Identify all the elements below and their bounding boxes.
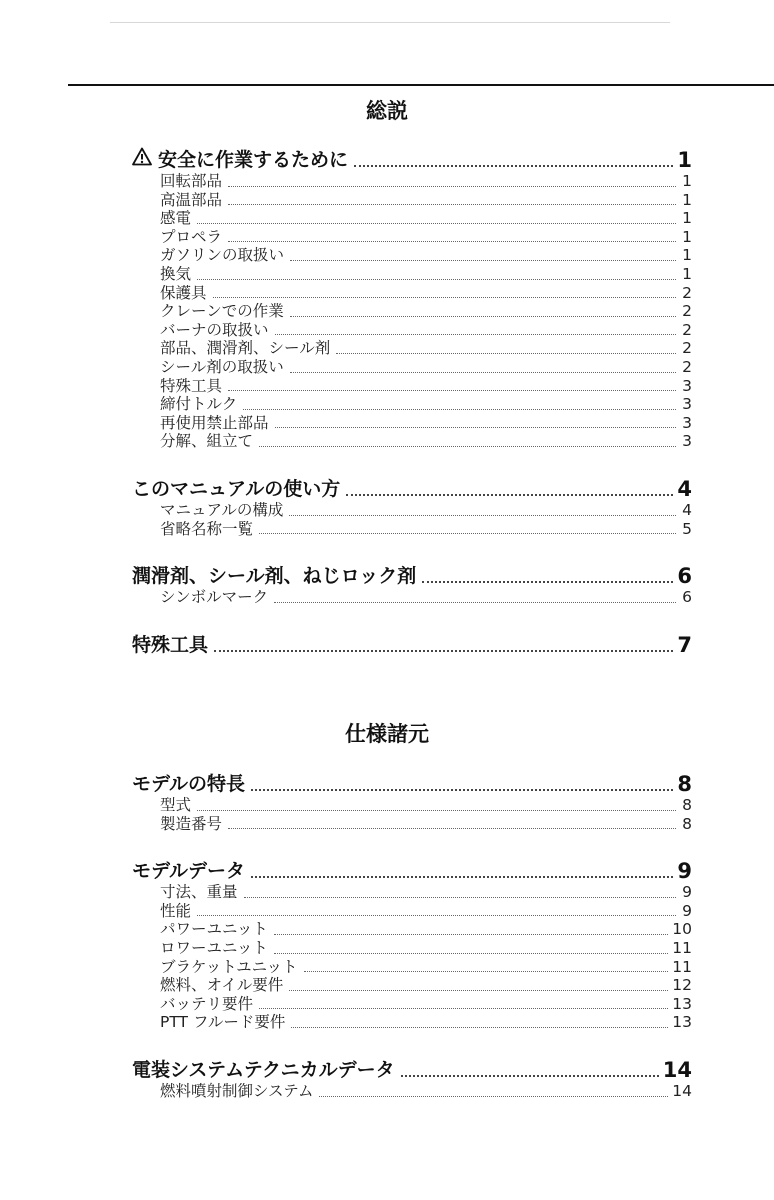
toc-subentry-label: 換気 (160, 264, 192, 283)
toc-subentry[interactable] (132, 358, 692, 377)
toc-subentry[interactable] (132, 246, 692, 265)
toc-subentry-page: 5 (682, 519, 692, 538)
toc-subentry[interactable] (132, 902, 692, 921)
toc-subentry[interactable] (132, 432, 692, 451)
toc-subentry-page: 3 (682, 376, 692, 395)
section-heading-overview: 総説 (366, 99, 408, 123)
toc-specifications (132, 772, 692, 1101)
leader-dots (228, 390, 676, 391)
toc-entry-electrical-data[interactable] (132, 1058, 692, 1082)
leader-dots (289, 515, 676, 516)
toc-subentry-page: 2 (682, 357, 692, 376)
leader-dots (319, 1096, 668, 1097)
toc-entry-model-features[interactable] (132, 772, 692, 796)
leader-dots (289, 990, 668, 991)
toc-subentry-page: 1 (682, 209, 692, 228)
toc-subentry-page: 3 (682, 432, 692, 451)
toc-entry-page: 14 (662, 1057, 692, 1082)
toc-subentry[interactable] (132, 501, 692, 520)
toc-subentry-label: シール剤の取扱い (160, 357, 284, 376)
toc-subentry-label: マニュアルの構成 (160, 500, 284, 519)
toc-subentry-label: 省略名称一覧 (160, 519, 254, 538)
toc-subentry[interactable] (132, 920, 692, 939)
leader-dots (354, 165, 673, 167)
toc-subentry-page: 1 (682, 264, 692, 283)
toc-subentry-page: 6 (682, 588, 692, 607)
leader-dots (259, 446, 676, 447)
warning-triangle-icon (132, 147, 152, 172)
toc-subentry[interactable] (132, 395, 692, 414)
toc-subentry-label: シンボルマーク (160, 588, 269, 607)
leader-dots (274, 953, 668, 954)
leader-dots (275, 427, 676, 428)
toc-subentry-page: 14 (672, 1081, 692, 1100)
toc-subentry-page: 12 (672, 976, 692, 995)
toc-subentry-label: 締付トルク (160, 395, 238, 414)
toc-subentry[interactable] (132, 588, 692, 607)
toc-subentry[interactable] (132, 302, 692, 321)
toc-subentry-page: 1 (682, 172, 692, 190)
toc-entry-title: 安全に作業するために (158, 149, 349, 171)
toc-subentry-page: 2 (682, 283, 692, 302)
leader-dots (213, 297, 676, 298)
toc-subentry[interactable] (132, 815, 692, 834)
toc-subentry-page: 2 (682, 302, 692, 321)
leader-dots (228, 204, 676, 205)
leader-dots (243, 409, 676, 410)
leader-dots (291, 1027, 668, 1028)
toc-subentry-page: 1 (682, 190, 692, 209)
toc-subentry-page: 9 (682, 901, 692, 920)
toc-subentry-label: PTT フルード要件 (160, 1013, 286, 1032)
toc-entry-title: モデルの特長 (132, 773, 246, 795)
leader-dots (197, 915, 676, 916)
toc-subentry[interactable] (132, 265, 692, 284)
toc-subentry[interactable] (132, 172, 692, 191)
toc-entry-page: 7 (677, 632, 692, 657)
leader-dots (290, 316, 676, 317)
toc-subentry-label: 寸法、重量 (160, 883, 238, 902)
leader-dots (251, 876, 673, 878)
toc-entry-lubricants[interactable] (132, 564, 692, 588)
toc-subentry[interactable] (132, 1013, 692, 1032)
toc-subentry-label: 燃料、オイル要件 (160, 976, 284, 995)
toc-subentry-label: 保護具 (160, 283, 207, 302)
leader-dots (214, 650, 673, 652)
toc-subentry-page: 9 (682, 883, 692, 902)
leader-dots (197, 279, 676, 280)
toc-subentry-label: ロワーユニット (160, 938, 268, 957)
toc-subentry-page: 2 (682, 320, 692, 339)
toc-subentry-page: 11 (672, 938, 692, 957)
toc-subentry-label: バーナの取扱い (160, 320, 269, 339)
toc-subentry-page: 4 (682, 500, 692, 519)
toc-subentry[interactable] (132, 995, 692, 1014)
toc-subentry[interactable] (132, 976, 692, 995)
toc-subentry-page: 8 (682, 796, 692, 814)
toc-subentry-label: パワーユニット (160, 920, 268, 939)
leader-dots (275, 334, 676, 335)
leader-dots (197, 810, 676, 811)
toc-subentry[interactable] (132, 377, 692, 396)
toc-subentry[interactable] (132, 796, 692, 815)
toc-subentry-page: 2 (682, 339, 692, 358)
leader-dots (228, 828, 676, 829)
toc-subentry[interactable] (132, 284, 692, 303)
toc-subentry-label: ガソリンの取扱い (160, 246, 285, 265)
header-rule (68, 84, 774, 86)
toc-subentry-label: 再使用禁止部品 (160, 413, 269, 432)
leader-dots (274, 602, 676, 603)
toc-entry-page: 1 (677, 148, 692, 172)
toc-subentry-label: 分解、組立て (160, 432, 254, 451)
leader-dots (228, 186, 676, 187)
toc-subentry-page: 13 (672, 1013, 692, 1032)
toc-entry-title: このマニュアルの使い方 (132, 477, 341, 500)
leader-dots (244, 897, 676, 898)
toc-subentry[interactable] (132, 883, 692, 902)
toc-subentry-label: 燃料噴射制御システム (160, 1081, 314, 1100)
toc-subentry-page: 1 (682, 227, 692, 246)
toc-subentry[interactable] (132, 321, 692, 340)
leader-dots (259, 1008, 668, 1009)
leader-dots (228, 241, 676, 242)
toc-subentry-label: プロペラ (160, 227, 223, 246)
toc-entry-page: 9 (677, 859, 692, 884)
scan-artifact-line (110, 22, 670, 23)
leader-dots (290, 260, 676, 261)
toc-entry-manual-usage[interactable] (132, 477, 692, 501)
toc-overview (132, 148, 692, 657)
toc-subentry[interactable] (132, 339, 692, 358)
toc-subentry-label: 型式 (160, 796, 192, 814)
toc-subentry-label: 部品、潤滑剤、シール剤 (160, 339, 331, 358)
leader-dots (290, 372, 676, 373)
toc-entry-page: 6 (677, 564, 692, 589)
toc-subentry-label: 製造番号 (160, 814, 223, 833)
leader-dots (422, 581, 673, 583)
toc-subentry[interactable] (132, 414, 692, 433)
leader-dots (401, 1075, 659, 1077)
toc-subentry-label: 性能 (160, 901, 192, 920)
toc-subentry-page: 8 (682, 814, 692, 833)
toc-subentry-page: 10 (672, 920, 692, 939)
leader-dots (346, 494, 673, 496)
toc-subentry[interactable] (132, 958, 692, 977)
toc-entry-title: モデルデータ (132, 860, 246, 883)
toc-subentry-page: 13 (672, 994, 692, 1013)
toc-subentry-page: 1 (682, 246, 692, 265)
toc-entry-safety[interactable] (132, 148, 692, 172)
toc-subentry-label: 特殊工具 (160, 376, 223, 395)
toc-subentry-label: クレーンでの作業 (160, 302, 284, 321)
toc-subentry-label: 高温部品 (160, 190, 223, 209)
leader-dots (251, 789, 673, 791)
section-heading-specifications: 仕様諸元 (345, 722, 429, 746)
toc-entry-model-data[interactable] (132, 859, 692, 883)
toc-subentry[interactable] (132, 209, 692, 228)
leader-dots (259, 533, 676, 534)
leader-dots (336, 353, 676, 354)
leader-dots (197, 223, 676, 224)
toc-entry-title: 電装システムテクニカルデータ (132, 1058, 395, 1081)
toc-subentry[interactable] (132, 939, 692, 958)
toc-entry-page: 8 (677, 772, 692, 796)
leader-dots (274, 934, 668, 935)
toc-subentry-page: 11 (672, 957, 692, 976)
toc-subentry[interactable] (132, 520, 692, 539)
toc-subentry-page: 3 (682, 395, 692, 414)
toc-subentry[interactable] (132, 1082, 692, 1101)
toc-entry-special-tools[interactable] (132, 633, 692, 657)
toc-subentry[interactable] (132, 191, 692, 210)
toc-entry-page: 4 (677, 476, 692, 501)
toc-subentry-label: ブラケットユニット (160, 957, 298, 976)
leader-dots (304, 971, 669, 972)
toc-subentry-label: 感電 (160, 209, 192, 228)
toc-subentry-page: 3 (682, 413, 692, 432)
toc-entry-title: 特殊工具 (132, 633, 209, 656)
toc-subentry[interactable] (132, 228, 692, 247)
toc-subentry-label: バッテリ要件 (160, 994, 254, 1013)
toc-entry-title: 潤滑剤、シール剤、ねじロック剤 (132, 565, 417, 588)
toc-subentry-label: 回転部品 (160, 172, 223, 190)
